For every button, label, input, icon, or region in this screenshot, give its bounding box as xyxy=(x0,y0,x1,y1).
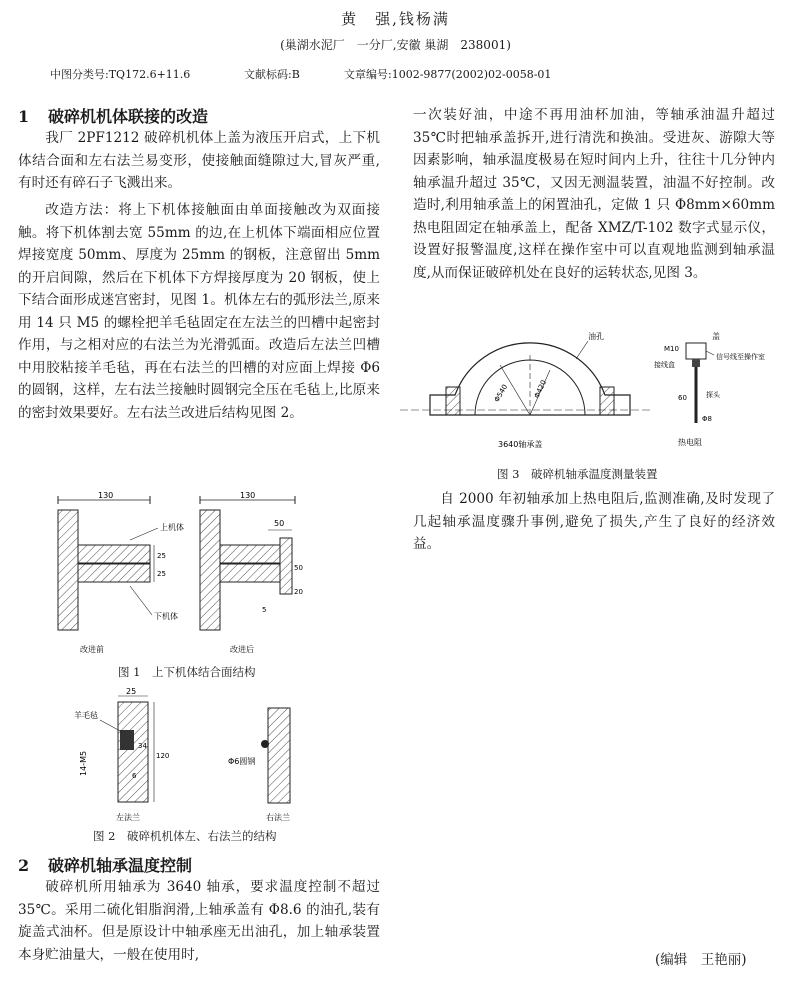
article-no-label: 文章编号: xyxy=(344,68,392,81)
fig3-label-junction: 接线盒 xyxy=(654,361,675,369)
fig1-dim-5: 5 xyxy=(262,606,267,614)
fig2-label-m5: 14-M5 xyxy=(79,750,88,776)
fig1-dim-25b: 25 xyxy=(157,570,166,578)
fig1-dim-130b: 130 xyxy=(240,491,256,500)
clc-value: TQ172.6+11.6 xyxy=(108,68,191,81)
affiliation: (巢湖水泥厂 一分厂,安徽 巢湖 238001) xyxy=(280,38,511,52)
figure-2-right-flange xyxy=(228,708,290,822)
figure-3-diagram xyxy=(400,325,780,455)
section-1-para-1: 我厂 2PF1212 破碎机机体上盖为液压开启式，上下机体结合面和左右法兰易变形，使接触面缝隙过大,冒灰严重,有时还有碎石子飞溅出来。 xyxy=(18,130,380,191)
doc-code-value: B xyxy=(291,68,300,81)
fig1-dim-130a: 130 xyxy=(98,491,114,500)
fig3-label-cover: 盖 xyxy=(712,332,720,341)
authors: 黄 强,钱杨满 xyxy=(341,10,450,28)
fig1-label-before: 改进前 xyxy=(80,645,104,654)
figure-3-caption: 图 3 破碎机轴承温度测量装置 xyxy=(497,467,658,481)
section-1-number: 1 xyxy=(18,107,30,126)
fig3-label-signal: 信号线至操作室 xyxy=(716,353,765,361)
figure-3-bearing-cover xyxy=(400,331,650,449)
fig1-dim-50: 50 xyxy=(274,519,285,528)
figure-1-before xyxy=(58,491,184,654)
fig3-label-bearing: 3640轴承盖 xyxy=(498,440,543,449)
section-1-title: 破碎机机体联接的改造 xyxy=(48,107,209,126)
figure-2-diagram xyxy=(70,688,310,823)
fig1-dim-25a: 25 xyxy=(157,552,166,560)
section-1-para-2: 改造方法：将上下机体接触面由单面接触改为双面接触。将下机体割去宽 55mm 的边,在上机体下端面相应位置焊接宽度 50mm、厚度为 25mm 的钢板，注意留出 5mm 的开启间隙，然后在下机体下方焊接厚度为 20 钢板，使上下结合面形成迷宫密封，见图 1。机体左右的弧形法兰,原来用 14 只 M5 的螺栓把羊毛毡固定在左法兰的凹槽中起密封作用，与之相对应的右法兰为光滑弧面。改造后左法兰凹槽中用胶粘接羊毛毡，再在右法兰的凹槽的对应面上焊接 Φ6 的圆钢，这样，左右法兰接触时圆钢完全压在毛毡上,比原来的密封效果要好。左右法兰改进后结构见图 2。 xyxy=(18,202,380,421)
fig3-label-phi540: Φ540 xyxy=(492,383,510,404)
fig3-label-probe: 探头 xyxy=(706,391,720,399)
right-column-last-para: 自 2000 年初轴承加上热电阻后,监测准确,及时发现了几起轴承温度骤升事例,避免了损失,产生了良好的经济效益。 xyxy=(413,491,775,552)
fig3-label-m10: M10 xyxy=(664,345,679,353)
fig2-dim-34: 34 xyxy=(138,742,147,750)
section-1-heading xyxy=(18,104,208,127)
fig2-label-left: 左法兰 xyxy=(116,813,140,822)
figure-3-rtd xyxy=(654,331,765,447)
article-number xyxy=(344,66,551,82)
fig2-label-right: 右法兰 xyxy=(266,813,290,822)
figure-2-caption: 图 2 破碎机机体左、右法兰的结构 xyxy=(93,829,277,843)
fig1-dim-20: 20 xyxy=(294,588,303,596)
right-column-continued-para: 一次装好油，中途不再用油杯加油，等轴承油温升超过 35℃时把轴承盖拆开,进行清洗和换油。受进灰、游隙大等因素影响，轴承温度极易在短时间内上升，往往十几分钟内轴承温升超过 35℃，又因无测温装置，油温不好控制。改造时,利用轴承盖上的闲置油孔，定做 1 只 Φ8mm×60mm 热电阻固定在轴承盖上，配备 XMZ/T-102 数字式显示仪，设置好报警温度,这样在操作室中可以直观地监测到轴承温度,从而保证破碎机处在良好的运转状态,见图 3。 xyxy=(413,107,775,281)
clc-number xyxy=(50,66,190,82)
figure-1-caption: 图 1 上下机体结合面结构 xyxy=(118,665,256,679)
fig1-label-upper: 上机体 xyxy=(160,523,184,532)
fig3-label-phi420: Φ420 xyxy=(532,378,549,400)
fig2-dim-6: 6 xyxy=(132,772,137,780)
clc-label: 中图分类号: xyxy=(50,68,109,81)
figure-1-diagram xyxy=(40,490,303,660)
fig3-label-rtd: 热电阻 xyxy=(678,438,702,447)
fig2-label-felt: 羊毛毡 xyxy=(74,711,98,720)
article-no-value: 1002-9877(2002)02-0058-01 xyxy=(391,68,552,81)
editor-note: (编辑 王艳丽) xyxy=(655,952,747,968)
fig1-dim-50v: 50 xyxy=(294,564,303,572)
fig2-dim-25: 25 xyxy=(126,687,137,696)
doc-code-label: 文献标码: xyxy=(244,68,292,81)
section-2-number: 2 xyxy=(18,856,30,875)
fig1-label-lower: 下机体 xyxy=(154,612,178,621)
fig2-dim-120: 120 xyxy=(156,752,170,760)
fig2-label-rod: Φ6圆钢 xyxy=(228,757,256,766)
figure-2-left-flange xyxy=(74,687,169,822)
section-2-heading xyxy=(18,853,192,876)
fig3-label-oilhole: 油孔 xyxy=(588,332,604,341)
fig1-label-after: 改进后 xyxy=(230,645,254,654)
section-2-title: 破碎机轴承温度控制 xyxy=(48,856,193,875)
fig3-label-phi8: Φ8 xyxy=(702,415,712,423)
fig3-label-60: 60 xyxy=(678,394,687,402)
doc-code xyxy=(244,66,300,82)
figure-1-after xyxy=(200,491,303,654)
section-2-para-1: 破碎机所用轴承为 3640 轴承，要求温度控制不超过 35℃。采用二硫化钼脂润滑,上轴承盖有 Φ8.6 的油孔,装有旋盖式油杯。但是原设计中轴承座无出油孔，加上轴承装置本身贮油量大，一般在使用时, xyxy=(18,879,380,963)
